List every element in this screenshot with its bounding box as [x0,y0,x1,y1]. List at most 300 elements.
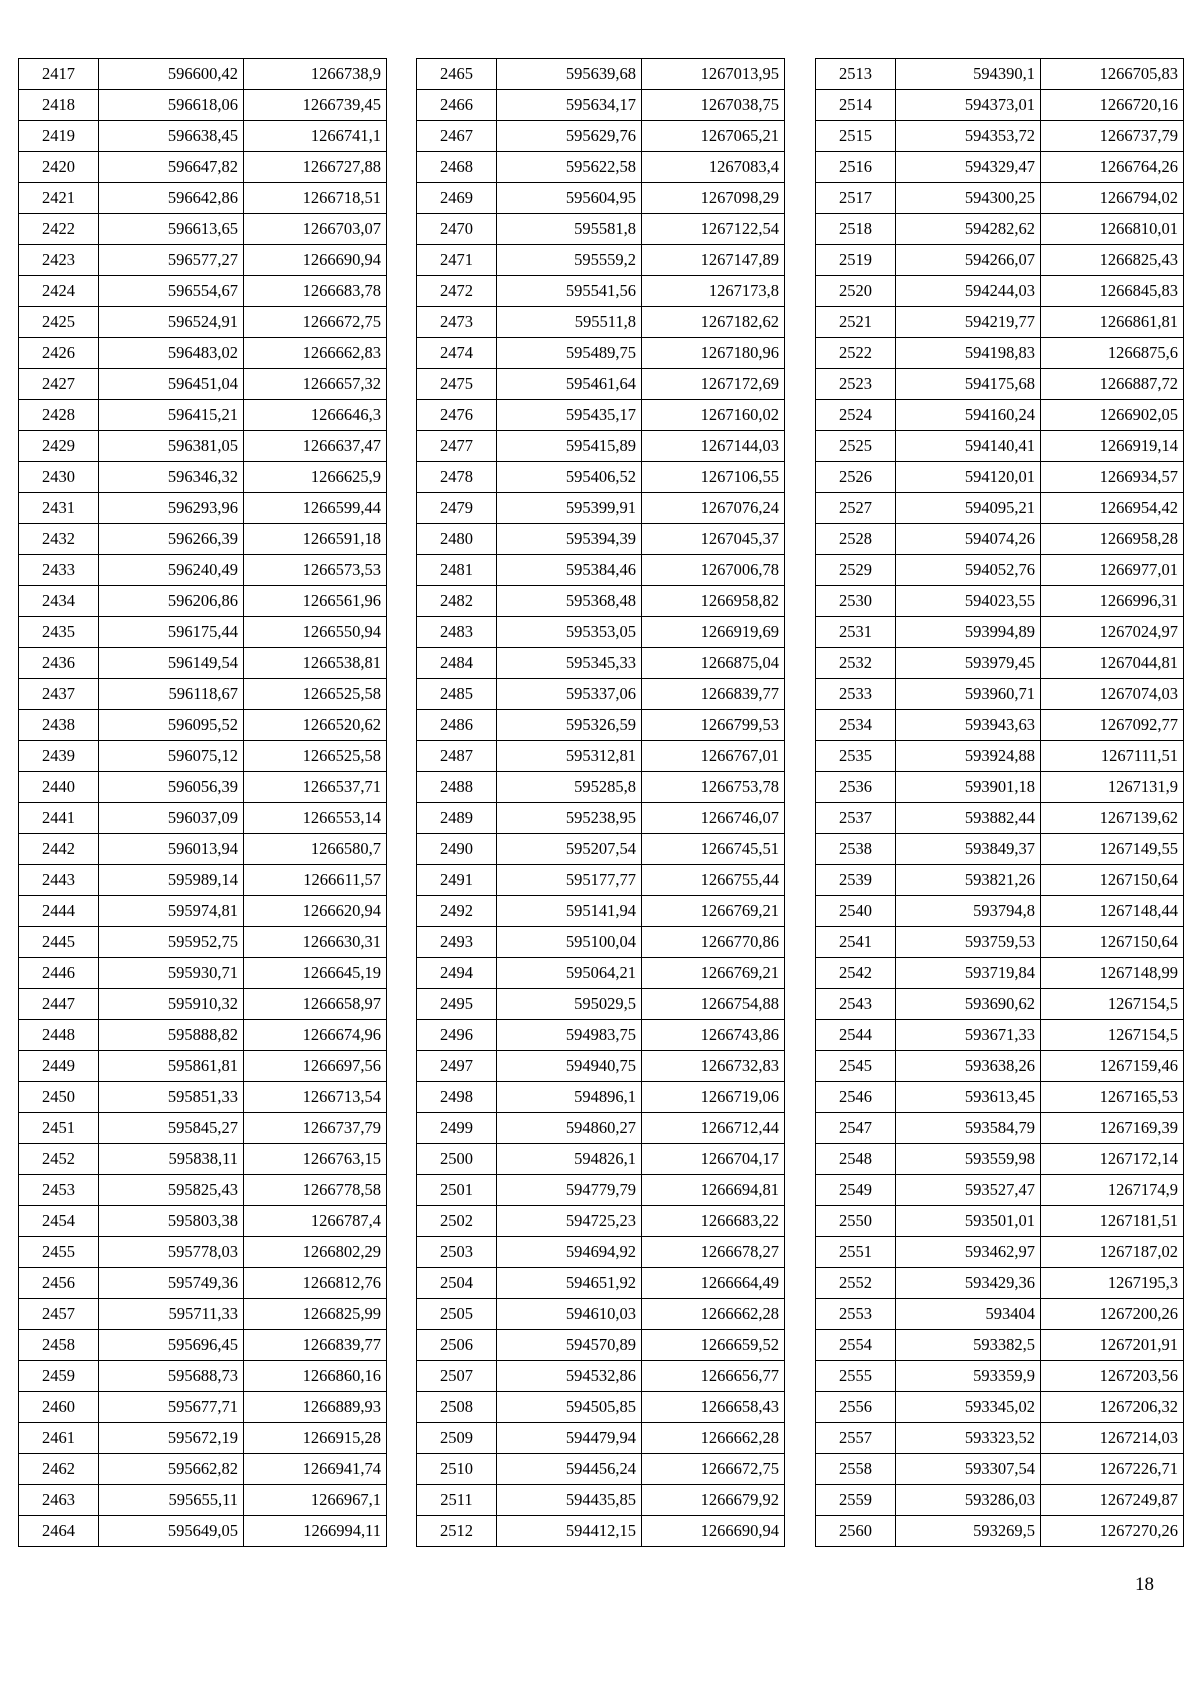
x-coordinate-cell: 594725,23 [497,1206,642,1237]
table-row [417,865,785,896]
table-row [816,989,1184,1020]
point-number-cell: 2528 [816,524,896,555]
x-coordinate-cell: 595629,76 [497,121,642,152]
point-number-cell: 2516 [816,152,896,183]
y-coordinate-cell: 1266739,45 [244,90,387,121]
point-number-cell: 2422 [19,214,99,245]
x-coordinate-cell: 595541,56 [497,276,642,307]
x-coordinate-cell: 596638,45 [99,121,244,152]
x-coordinate-cell: 596577,27 [99,245,244,276]
y-coordinate-cell: 1266802,29 [244,1237,387,1268]
table-row [417,1299,785,1330]
y-coordinate-cell: 1266738,9 [244,59,387,90]
y-coordinate-cell: 1266683,78 [244,276,387,307]
point-number-cell: 2450 [19,1082,99,1113]
table-row [19,927,387,958]
table-row [816,1206,1184,1237]
y-coordinate-cell: 1267182,62 [642,307,785,338]
point-number-cell: 2519 [816,245,896,276]
point-number-cell: 2499 [417,1113,497,1144]
table-row [816,896,1184,927]
table-row [417,1175,785,1206]
y-coordinate-cell: 1266599,44 [244,493,387,524]
x-coordinate-cell: 593559,98 [896,1144,1041,1175]
y-coordinate-cell: 1267013,95 [642,59,785,90]
x-coordinate-cell: 596075,12 [99,741,244,772]
point-number-cell: 2419 [19,121,99,152]
point-number-cell: 2460 [19,1392,99,1423]
x-coordinate-cell: 595285,8 [497,772,642,803]
table-row [816,1516,1184,1547]
point-number-cell: 2511 [417,1485,497,1516]
point-number-cell: 2554 [816,1330,896,1361]
table-row [19,1454,387,1485]
point-number-cell: 2479 [417,493,497,524]
table-row [816,338,1184,369]
point-number-cell: 2497 [417,1051,497,1082]
point-number-cell: 2539 [816,865,896,896]
y-coordinate-cell: 1267200,26 [1041,1299,1184,1330]
point-number-cell: 2435 [19,617,99,648]
table-row [19,338,387,369]
table-row [417,90,785,121]
x-coordinate-cell: 594052,76 [896,555,1041,586]
table-row [417,214,785,245]
table-row [816,1330,1184,1361]
table-row [417,1020,785,1051]
table-row [417,741,785,772]
y-coordinate-cell: 1267172,14 [1041,1144,1184,1175]
table-row [19,617,387,648]
table-row [417,1361,785,1392]
table-row [816,617,1184,648]
y-coordinate-cell: 1266860,16 [244,1361,387,1392]
y-coordinate-cell: 1266664,49 [642,1268,785,1299]
x-coordinate-cell: 595622,58 [497,152,642,183]
y-coordinate-cell: 1267098,29 [642,183,785,214]
table-row [19,555,387,586]
x-coordinate-cell: 596149,54 [99,648,244,679]
x-coordinate-cell: 596293,96 [99,493,244,524]
point-number-cell: 2424 [19,276,99,307]
point-number-cell: 2478 [417,462,497,493]
table-row [816,1175,1184,1206]
y-coordinate-cell: 1266620,94 [244,896,387,927]
y-coordinate-cell: 1266553,14 [244,803,387,834]
x-coordinate-cell: 595696,45 [99,1330,244,1361]
y-coordinate-cell: 1266718,51 [244,183,387,214]
x-coordinate-cell: 593794,8 [896,896,1041,927]
table-row [19,958,387,989]
x-coordinate-cell: 593501,01 [896,1206,1041,1237]
point-number-cell: 2548 [816,1144,896,1175]
y-coordinate-cell: 1267083,4 [642,152,785,183]
point-number-cell: 2492 [417,896,497,927]
x-coordinate-cell: 594896,1 [497,1082,642,1113]
x-coordinate-cell: 594505,85 [497,1392,642,1423]
table-row [816,586,1184,617]
point-number-cell: 2426 [19,338,99,369]
x-coordinate-cell: 595634,17 [497,90,642,121]
x-coordinate-cell: 593849,37 [896,834,1041,865]
table-row [816,1361,1184,1392]
y-coordinate-cell: 1266580,7 [244,834,387,865]
x-coordinate-cell: 595825,43 [99,1175,244,1206]
x-coordinate-cell: 594282,62 [896,214,1041,245]
y-coordinate-cell: 1267174,9 [1041,1175,1184,1206]
x-coordinate-cell: 595394,39 [497,524,642,555]
point-number-cell: 2449 [19,1051,99,1082]
point-number-cell: 2513 [816,59,896,90]
x-coordinate-cell: 594940,75 [497,1051,642,1082]
y-coordinate-cell: 1266839,77 [244,1330,387,1361]
point-number-cell: 2545 [816,1051,896,1082]
table-row [417,1485,785,1516]
point-number-cell: 2546 [816,1082,896,1113]
x-coordinate-cell: 596381,05 [99,431,244,462]
x-coordinate-cell: 595141,94 [497,896,642,927]
x-coordinate-cell: 596613,65 [99,214,244,245]
point-number-cell: 2544 [816,1020,896,1051]
table-row [816,679,1184,710]
y-coordinate-cell: 1267172,69 [642,369,785,400]
table-row [19,400,387,431]
x-coordinate-cell: 593882,44 [896,803,1041,834]
point-number-cell: 2498 [417,1082,497,1113]
table-row [417,1051,785,1082]
y-coordinate-cell: 1266720,16 [1041,90,1184,121]
x-coordinate-cell: 595489,75 [497,338,642,369]
point-number-cell: 2459 [19,1361,99,1392]
x-coordinate-cell: 594860,27 [497,1113,642,1144]
point-number-cell: 2420 [19,152,99,183]
table-row [816,1144,1184,1175]
point-number-cell: 2526 [816,462,896,493]
coordinates-table-1 [18,58,387,1547]
point-number-cell: 2458 [19,1330,99,1361]
table-row [19,865,387,896]
table-row [816,1113,1184,1144]
x-coordinate-cell: 593638,26 [896,1051,1041,1082]
point-number-cell: 2555 [816,1361,896,1392]
table-row [816,1299,1184,1330]
point-number-cell: 2532 [816,648,896,679]
table-row [816,493,1184,524]
point-number-cell: 2507 [417,1361,497,1392]
x-coordinate-cell: 596095,52 [99,710,244,741]
table-row [816,214,1184,245]
y-coordinate-cell: 1266812,76 [244,1268,387,1299]
point-number-cell: 2525 [816,431,896,462]
table-row [19,741,387,772]
table-row [816,555,1184,586]
point-number-cell: 2462 [19,1454,99,1485]
y-coordinate-cell: 1266683,22 [642,1206,785,1237]
point-number-cell: 2489 [417,803,497,834]
table-row [19,214,387,245]
table-row [417,958,785,989]
y-coordinate-cell: 1266994,11 [244,1516,387,1547]
y-coordinate-cell: 1267024,97 [1041,617,1184,648]
x-coordinate-cell: 594651,92 [497,1268,642,1299]
table-row [19,1206,387,1237]
y-coordinate-cell: 1267195,3 [1041,1268,1184,1299]
table-row [816,121,1184,152]
point-number-cell: 2547 [816,1113,896,1144]
y-coordinate-cell: 1266919,69 [642,617,785,648]
x-coordinate-cell: 593404 [896,1299,1041,1330]
table-row [19,524,387,555]
point-number-cell: 2436 [19,648,99,679]
x-coordinate-cell: 595838,11 [99,1144,244,1175]
point-number-cell: 2506 [417,1330,497,1361]
table-row [417,648,785,679]
point-number-cell: 2523 [816,369,896,400]
point-number-cell: 2509 [417,1423,497,1454]
y-coordinate-cell: 1266712,44 [642,1113,785,1144]
table-row [417,1082,785,1113]
y-coordinate-cell: 1266625,9 [244,462,387,493]
y-coordinate-cell: 1266799,53 [642,710,785,741]
table-row [816,462,1184,493]
x-coordinate-cell: 593960,71 [896,679,1041,710]
x-coordinate-cell: 596013,94 [99,834,244,865]
point-number-cell: 2481 [417,555,497,586]
x-coordinate-cell: 596175,44 [99,617,244,648]
y-coordinate-cell: 1266727,88 [244,152,387,183]
x-coordinate-cell: 595861,81 [99,1051,244,1082]
point-number-cell: 2428 [19,400,99,431]
point-number-cell: 2518 [816,214,896,245]
point-number-cell: 2483 [417,617,497,648]
x-coordinate-cell: 595345,33 [497,648,642,679]
y-coordinate-cell: 1266674,96 [244,1020,387,1051]
y-coordinate-cell: 1266690,94 [642,1516,785,1547]
table-row [816,1423,1184,1454]
point-number-cell: 2444 [19,896,99,927]
y-coordinate-cell: 1266954,42 [1041,493,1184,524]
table-row [417,431,785,462]
table-row [19,1051,387,1082]
point-number-cell: 2464 [19,1516,99,1547]
point-number-cell: 2496 [417,1020,497,1051]
point-number-cell: 2463 [19,1485,99,1516]
x-coordinate-cell: 595406,52 [497,462,642,493]
table-row [816,1020,1184,1051]
table-row [19,431,387,462]
point-number-cell: 2504 [417,1268,497,1299]
table-row [417,1330,785,1361]
point-number-cell: 2453 [19,1175,99,1206]
table-row [417,834,785,865]
point-number-cell: 2517 [816,183,896,214]
table-row [417,369,785,400]
point-number-cell: 2433 [19,555,99,586]
y-coordinate-cell: 1266658,97 [244,989,387,1020]
table-row [19,121,387,152]
y-coordinate-cell: 1266646,3 [244,400,387,431]
y-coordinate-cell: 1266825,43 [1041,245,1184,276]
table-row [816,1454,1184,1485]
point-number-cell: 2475 [417,369,497,400]
point-number-cell: 2500 [417,1144,497,1175]
x-coordinate-cell: 594095,21 [896,493,1041,524]
point-number-cell: 2529 [816,555,896,586]
y-coordinate-cell: 1266889,93 [244,1392,387,1423]
x-coordinate-cell: 596206,86 [99,586,244,617]
x-coordinate-cell: 593994,89 [896,617,1041,648]
table-row [19,1330,387,1361]
y-coordinate-cell: 1266672,75 [642,1454,785,1485]
point-number-cell: 2432 [19,524,99,555]
x-coordinate-cell: 595399,91 [497,493,642,524]
table-row [816,648,1184,679]
point-number-cell: 2538 [816,834,896,865]
table-row [19,276,387,307]
y-coordinate-cell: 1266704,17 [642,1144,785,1175]
table-row [417,679,785,710]
table-row [417,1268,785,1299]
table-row [417,400,785,431]
point-number-cell: 2491 [417,865,497,896]
y-coordinate-cell: 1267092,77 [1041,710,1184,741]
point-number-cell: 2540 [816,896,896,927]
y-coordinate-cell: 1266658,43 [642,1392,785,1423]
table-row [417,710,785,741]
x-coordinate-cell: 594266,07 [896,245,1041,276]
x-coordinate-cell: 595368,48 [497,586,642,617]
point-number-cell: 2417 [19,59,99,90]
point-number-cell: 2535 [816,741,896,772]
point-number-cell: 2448 [19,1020,99,1051]
x-coordinate-cell: 593429,36 [896,1268,1041,1299]
table-row [816,1051,1184,1082]
y-coordinate-cell: 1266794,02 [1041,183,1184,214]
y-coordinate-cell: 1267106,55 [642,462,785,493]
point-number-cell: 2522 [816,338,896,369]
point-number-cell: 2515 [816,121,896,152]
x-coordinate-cell: 593690,62 [896,989,1041,1020]
y-coordinate-cell: 1266763,15 [244,1144,387,1175]
y-coordinate-cell: 1266996,31 [1041,586,1184,617]
table-row [417,896,785,927]
x-coordinate-cell: 595312,81 [497,741,642,772]
x-coordinate-cell: 594779,79 [497,1175,642,1206]
table-row [417,989,785,1020]
x-coordinate-cell: 593286,03 [896,1485,1041,1516]
x-coordinate-cell: 594373,01 [896,90,1041,121]
point-number-cell: 2501 [417,1175,497,1206]
table-row [19,90,387,121]
y-coordinate-cell: 1267148,44 [1041,896,1184,927]
point-number-cell: 2524 [816,400,896,431]
point-number-cell: 2553 [816,1299,896,1330]
x-coordinate-cell: 595677,71 [99,1392,244,1423]
point-number-cell: 2541 [816,927,896,958]
y-coordinate-cell: 1266630,31 [244,927,387,958]
x-coordinate-cell: 595029,5 [497,989,642,1020]
x-coordinate-cell: 596524,91 [99,307,244,338]
table-row [417,772,785,803]
point-number-cell: 2439 [19,741,99,772]
y-coordinate-cell: 1266941,74 [244,1454,387,1485]
y-coordinate-cell: 1267165,53 [1041,1082,1184,1113]
table-row [19,462,387,493]
table-row [417,152,785,183]
table-row [417,1392,785,1423]
point-number-cell: 2452 [19,1144,99,1175]
x-coordinate-cell: 595649,05 [99,1516,244,1547]
y-coordinate-cell: 1266525,58 [244,679,387,710]
y-coordinate-cell: 1267249,87 [1041,1485,1184,1516]
point-number-cell: 2536 [816,772,896,803]
point-number-cell: 2549 [816,1175,896,1206]
y-coordinate-cell: 1267180,96 [642,338,785,369]
y-coordinate-cell: 1267006,78 [642,555,785,586]
table-row [816,307,1184,338]
point-number-cell: 2490 [417,834,497,865]
point-number-cell: 2467 [417,121,497,152]
y-coordinate-cell: 1266875,04 [642,648,785,679]
table-row [19,1113,387,1144]
x-coordinate-cell: 596554,67 [99,276,244,307]
table-row [417,1516,785,1547]
table-row [19,1175,387,1206]
table-row [417,121,785,152]
table-row [417,59,785,90]
table-row [19,1020,387,1051]
y-coordinate-cell: 1266737,79 [244,1113,387,1144]
point-number-cell: 2530 [816,586,896,617]
x-coordinate-cell: 595461,64 [497,369,642,400]
x-coordinate-cell: 594300,25 [896,183,1041,214]
y-coordinate-cell: 1266875,6 [1041,338,1184,369]
x-coordinate-cell: 594140,41 [896,431,1041,462]
x-coordinate-cell: 593979,45 [896,648,1041,679]
y-coordinate-cell: 1266678,27 [642,1237,785,1268]
table-row [417,1454,785,1485]
point-number-cell: 2520 [816,276,896,307]
table-row [816,152,1184,183]
y-coordinate-cell: 1266769,21 [642,896,785,927]
y-coordinate-cell: 1266537,71 [244,772,387,803]
x-coordinate-cell: 594435,85 [497,1485,642,1516]
x-coordinate-cell: 594120,01 [896,462,1041,493]
point-number-cell: 2466 [417,90,497,121]
x-coordinate-cell: 593613,45 [896,1082,1041,1113]
x-coordinate-cell: 595711,33 [99,1299,244,1330]
y-coordinate-cell: 1266662,83 [244,338,387,369]
x-coordinate-cell: 594160,24 [896,400,1041,431]
x-coordinate-cell: 593527,47 [896,1175,1041,1206]
x-coordinate-cell: 594532,86 [497,1361,642,1392]
x-coordinate-cell: 593382,5 [896,1330,1041,1361]
table-row [816,927,1184,958]
y-coordinate-cell: 1267074,03 [1041,679,1184,710]
table-row [417,338,785,369]
table-row [19,896,387,927]
table-row [19,307,387,338]
table-row [19,152,387,183]
y-coordinate-cell: 1267147,89 [642,245,785,276]
x-coordinate-cell: 596266,39 [99,524,244,555]
table-row [816,369,1184,400]
point-number-cell: 2425 [19,307,99,338]
y-coordinate-cell: 1266525,58 [244,741,387,772]
y-coordinate-cell: 1267149,55 [1041,834,1184,865]
point-number-cell: 2493 [417,927,497,958]
point-number-cell: 2474 [417,338,497,369]
